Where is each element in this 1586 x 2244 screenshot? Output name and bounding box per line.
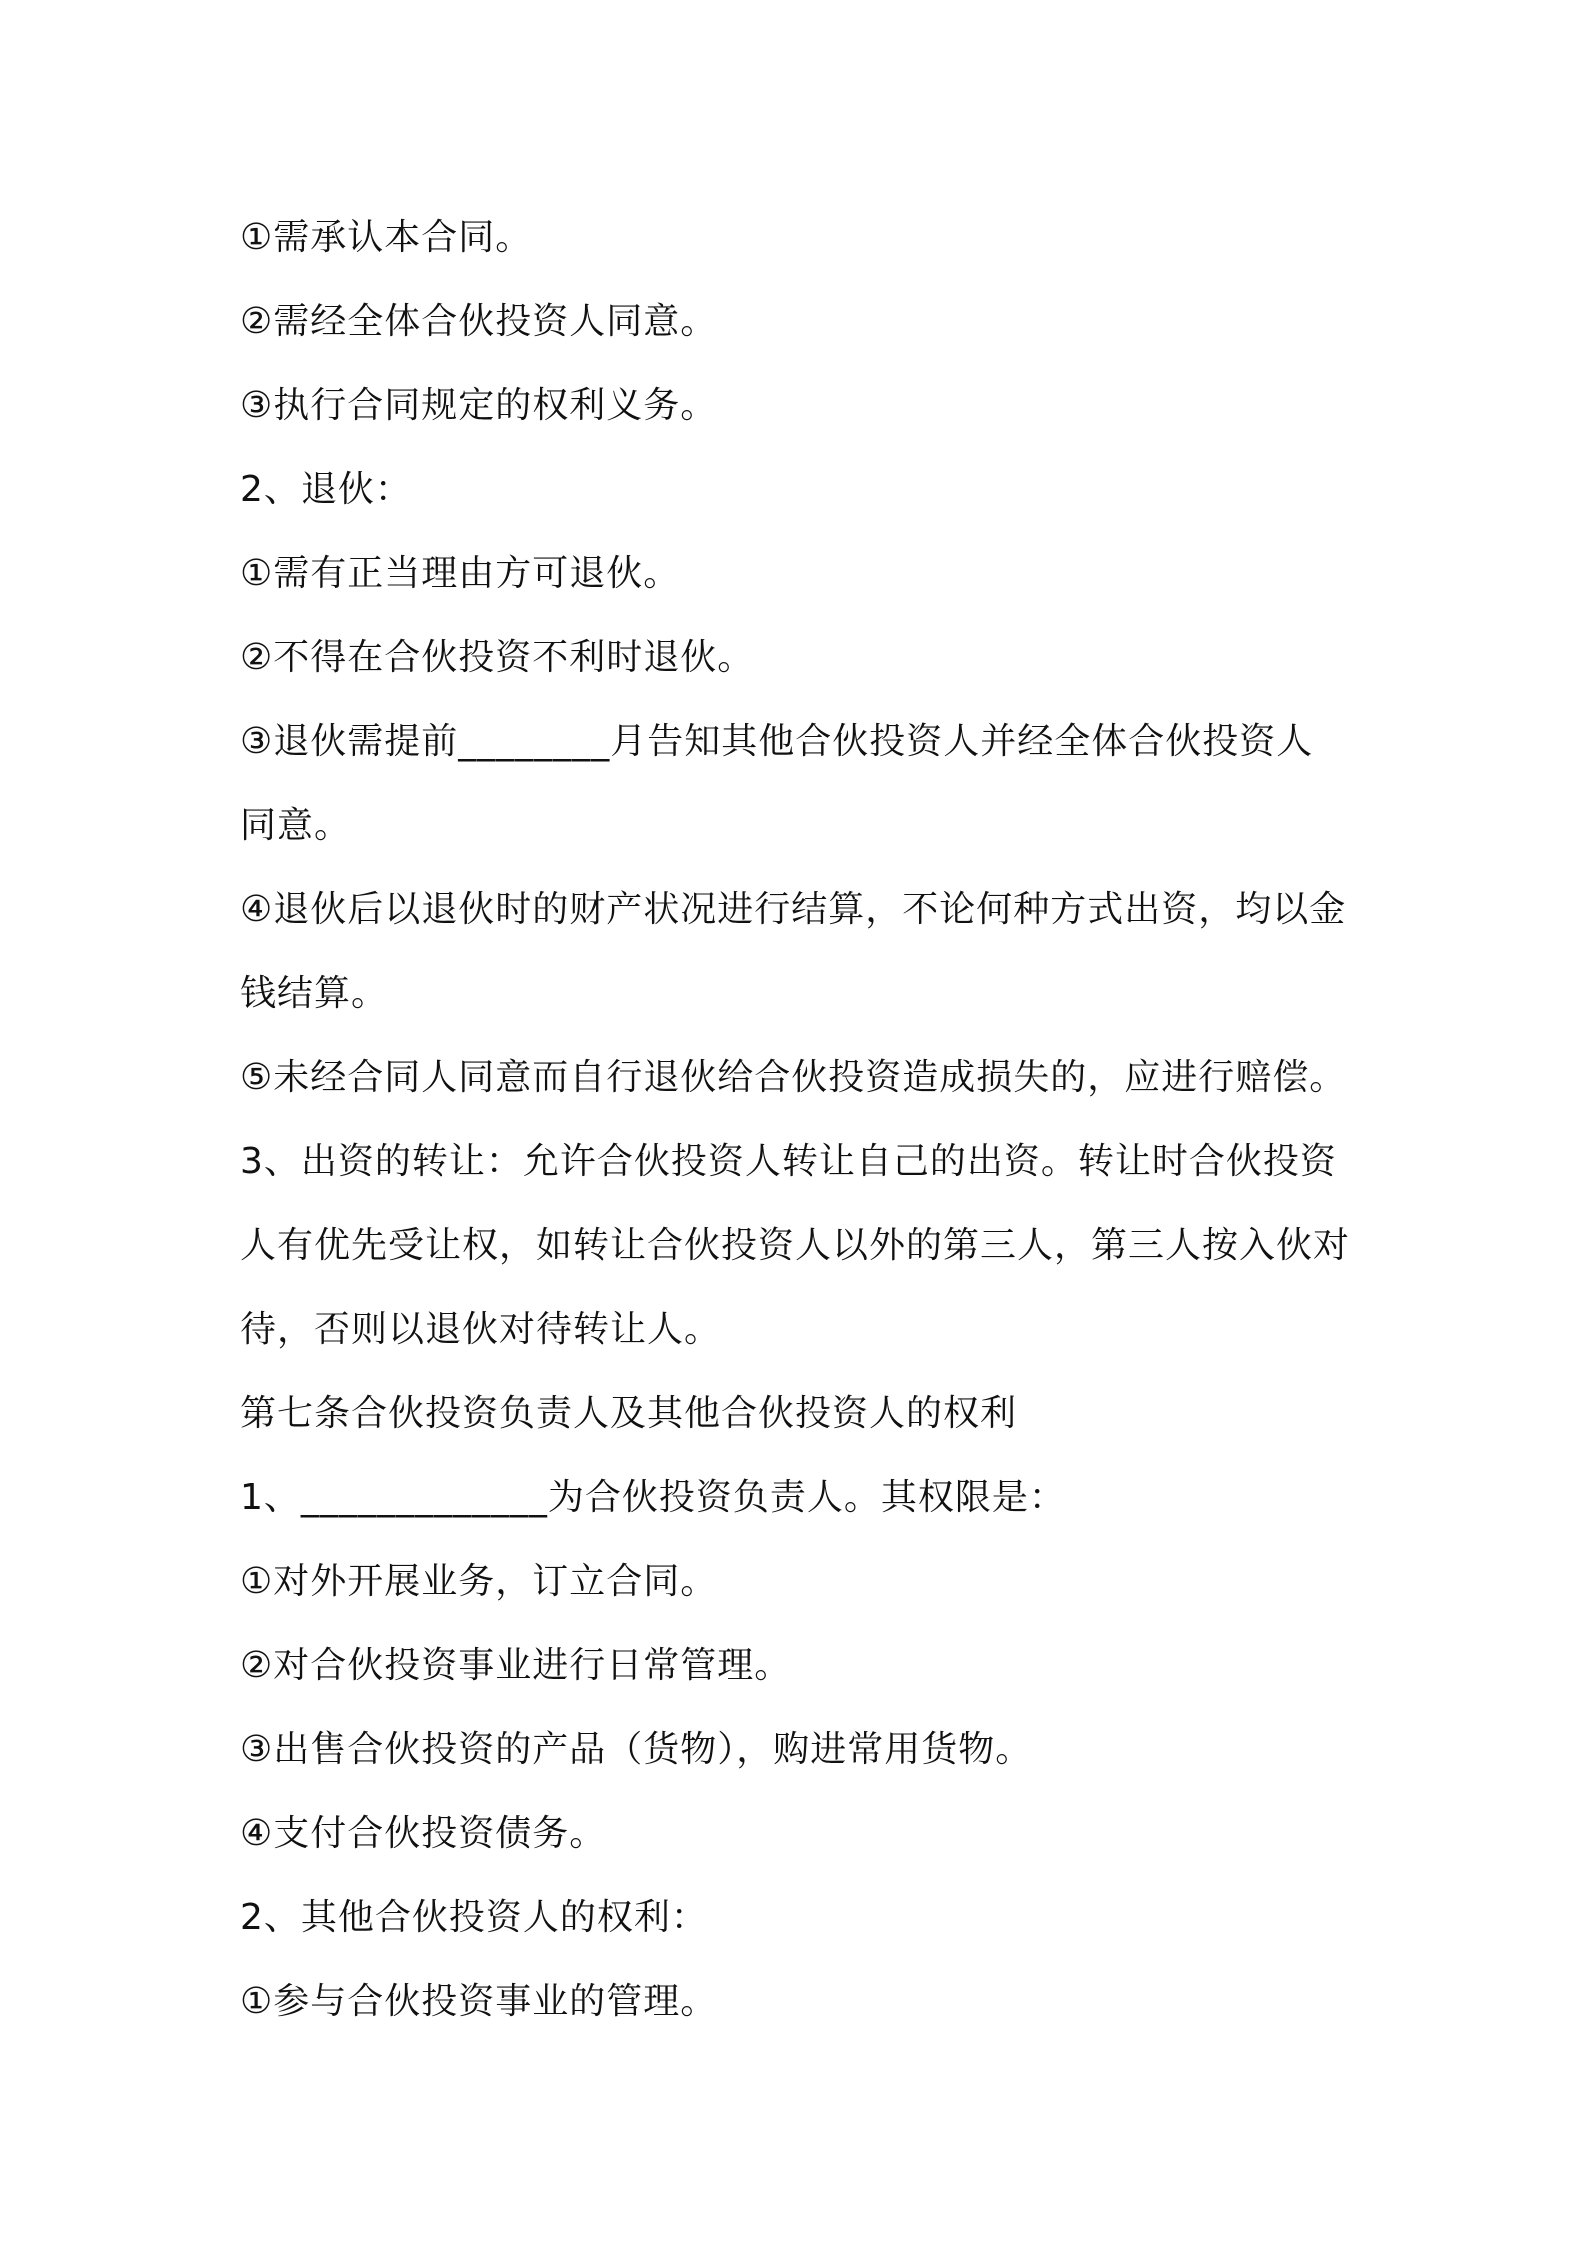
clause-line: ③出售合伙投资的产品（货物），购进常用货物。 [240,1729,1033,1770]
clause-line: ①需有正当理由方可退伙。 [240,553,681,594]
section-heading: 1、_____________为合伙投资负责人。其权限是： [240,1477,1066,1518]
clause-line: ③执行合同规定的权利义务。 [240,385,718,426]
section-heading: 2、其他合伙投资人的权利： [240,1897,708,1938]
clause-line: 待，否则以退伙对待转让人。 [240,1309,722,1350]
section-heading: 2、退伙： [240,469,412,510]
clause-line: ③退伙需提前________月告知其他合伙投资人并经全体合伙投资人 [240,721,1314,762]
clause-line: ④退伙后以退伙时的财产状况进行结算，不论何种方式出资，均以金 [240,889,1347,930]
clause-line: ②需经全体合伙投资人同意。 [240,301,718,342]
clause-line: ④支付合伙投资债务。 [240,1813,607,1854]
article-heading: 第七条合伙投资负责人及其他合伙投资人的权利 [240,1393,1018,1434]
clause-line: ②对合伙投资事业进行日常管理。 [240,1645,792,1686]
clause-line: ⑤未经合同人同意而自行退伙给合伙投资造成损失的，应进行赔偿。 [240,1057,1347,1098]
clause-line: ②不得在合伙投资不利时退伙。 [240,637,755,678]
clause-line: ①需承认本合同。 [240,217,533,258]
document-body [240,196,1360,2044]
clause-line: 钱结算。 [240,973,389,1014]
section-heading: 3、出资的转让：允许合伙投资人转让自己的出资。转让时合伙投资 [240,1141,1337,1182]
clause-line: 人有优先受让权，如转让合伙投资人以外的第三人，第三人按入伙对 [240,1225,1351,1266]
clause-line: ①对外开展业务，订立合同。 [240,1561,718,1602]
clause-line: 同意。 [240,805,352,846]
clause-line: ①参与合伙投资事业的管理。 [240,1981,718,2022]
